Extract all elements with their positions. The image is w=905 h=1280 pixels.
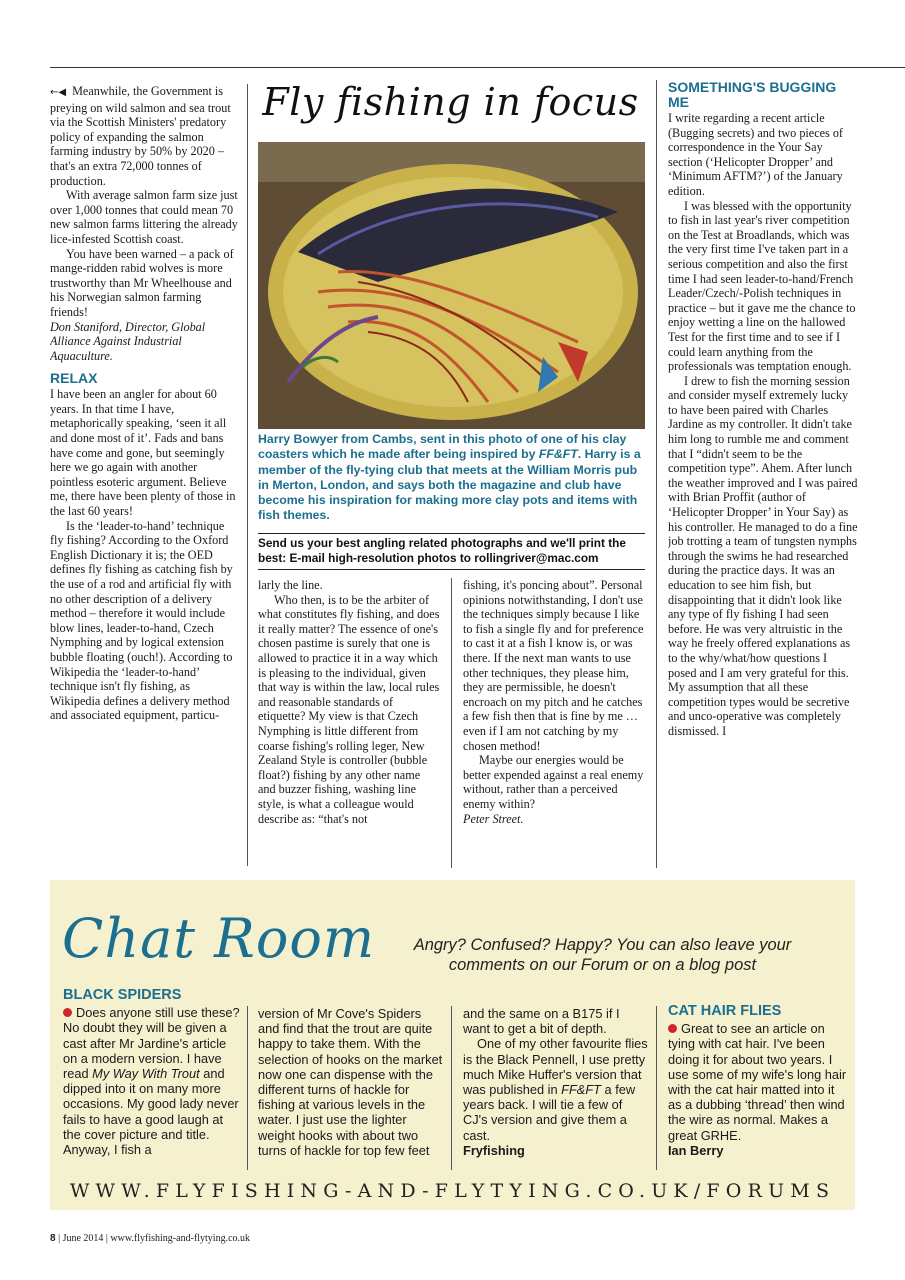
column-divider [656, 80, 657, 868]
government-paragraph [50, 84, 238, 188]
bullet-icon [668, 1024, 677, 1033]
photo-submission-note: Send us your best angling related photographs and we'll print the best: E-mail high-resolution photos to rollingriver@mac.com [258, 533, 645, 570]
bs-text-2: and dipped into it on many more occasions. My good lady never fails to have a good laugh at the cover picture and title. Anyway, I fish a [63, 1066, 239, 1158]
caption-text-2: . Harry is a member of the fly-tying club that meets at the William Morris pub in Merton, London, and says both the magazine and club have become his inspiration for making more clay pots and items with fish themes. [258, 447, 641, 523]
middle-letter-column [258, 578, 440, 868]
magazine-name: FF&FT [561, 1082, 601, 1098]
black-spiders-paragraph [63, 1005, 241, 1157]
letter-signature: Peter Street. [463, 811, 524, 826]
right-paragraph-1: I write regarding a recent article (Bugging secrets) and two pieces of correspondence in the Your Say section (‘Helicopter Dropper’ and ‘Minimum AFTM?’) of the January edition. [668, 111, 843, 198]
bs-col3-paragraph-2 [463, 1036, 648, 1142]
bs3-text: One of my other favourite flies is the Black Pennell, I use pretty much Mike Huffer's version that was published in [463, 1036, 648, 1098]
bs-col3-paragraph-1: and the same on a B175 if I want to get a bit of depth. [463, 1006, 620, 1037]
right-paragraph-3: I drew to fish the morning session and consider myself extremely lucky to have been paired with Charles Jardine as my controller. It didn't take him long to rumble me and comment that I “didn't seem to be the competition type”. Ahem. After lunch the weather improved and I was paired with Brian Proffit (author of ‘Helicopter Dropper’ in Your Say) as his controller. He managed to do a fine job trotting a team of tungsten nymphs through the swims he had researched during the practice days. It was an education to see him fish, but disappointing that it didn't look like any type of fly fishing I had seen before. He was very altruistic in the way he freely offered explanations as to the why/what/how questions I posed and I am very grateful for this. My assumption that all these competition types would be secretive and unco-operative was completely dismissed. I [668, 373, 858, 738]
continued-arrow-icon: ←◀ [50, 87, 67, 98]
cat-signature: Ian Berry [668, 1142, 724, 1158]
right-letter-column [668, 80, 858, 870]
clay-coaster-photo [258, 142, 645, 429]
cat-hair-column [668, 1004, 848, 1158]
chat-room-title: Chat Room [62, 907, 376, 970]
black-spiders-column-3 [463, 1006, 648, 1158]
paragraph-text: Meanwhile, the Government is preying on wild salmon and sea trout via the Scottish Ministers' predatory policy of expanding the salmon farming industry by 50% by 2020 – that's an extra 72,000 tonnes of production. [50, 84, 231, 188]
cat-hair-paragraph [668, 1021, 848, 1143]
page-number: 8 [50, 1233, 56, 1244]
column-divider [247, 84, 248, 866]
top-rule [50, 67, 905, 68]
something-bugging-heading: SOMETHING'S BUGGING ME [668, 80, 837, 110]
black-spiders-column-1 [63, 988, 241, 1157]
caption-text: Harry Bowyer from Cambs, sent in this photo of one of his clay coasters which he made after being inspired by [258, 432, 627, 462]
middle-paragraph-2: Who then, is to be the arbiter of what constitutes fly fishing, and does it really matter? The essence of one's chosen pastime is surely that one is allowed to practice it in a way which is pleasing to the individual, given that way is within the law, local rules and reasonable standards of etiquette? My view is that Czech Nymphing is little different from coarse fishing's rolling leger, New Zealand Style is controller (bubble float?) fishing by any other name and buzzer fishing, washing line style, is what a colleague would describe as: “that's not [258, 592, 440, 826]
feature-title: Fly fishing in focus [262, 80, 639, 124]
relax-paragraph-2: Is the ‘leader-to-hand’ technique fly fishing? According to the Oxford English Dictionary it is; the OED defines fly fishing as catching fish by the use of a rod and artificial fly with no other description of a delivery method – therefore it would include blow lines, leader-to-hand, Czech Nymphing and by logical extension bubble floating (ouch!). According to Wikipedia the ‘leader-to-hand’ technique isn't fly fishing, as Wikipedia defines a delivery method and associated equipment, particu- [50, 518, 233, 723]
relax-heading: RELAX [50, 370, 98, 387]
chat-room-subtitle: Angry? Confused? Happy? You can also leave your comments on our Forum or on a blog post [413, 936, 792, 974]
caption-magazine: FF&FT [538, 447, 578, 462]
cat-text: Great to see an article on tying with cat hair. I've been doing it for about two years. I use some of my wife's long hair with the cat hair matted into it as a dubbing ‘thread’ then wind the wire as normal. Makes a great GRHE. [668, 1021, 847, 1143]
right-paragraph-2: I was blessed with the opportunity to fish in last year's river competition on the Test at Broadlands, which was the very first time I've taken part in a serious competition and also the first time I had seen leader-to-hand/French Leader/Czech/-Polish techniques in practice – but it gave me the chance to enjoy wetting a line on the hallowed Test for the first time and to see if I could learn anything from the professionals was temptation enough. [668, 198, 856, 374]
third-paragraph-2: Maybe our energies would be better expended against a real enemy without, rather than a perceived enemy within? [463, 753, 644, 811]
salmon-farm-paragraph: With average salmon farm size just over 1,000 tonnes that could mean 70 new salmon farms littering the already lice-infested Scottish coast. [50, 188, 238, 246]
photo-caption [258, 432, 645, 524]
footer-text: | June 2014 | www.flyfishing-and-flytying.co.uk [55, 1233, 251, 1244]
column-divider [451, 1006, 452, 1170]
column-divider [451, 578, 452, 868]
letter-signature: Don Staniford, Director, Global Alliance Against Industrial Aquaculture. [50, 319, 206, 363]
relax-paragraph-1: I have been an angler for about 60 years. In that time I have, metaphorically speaking, ‘seen it all and done most of it’. Fads and bans have come and gone, but seemingly here we go again with another pointless esoteric argument. Believe me, there have been plenty of those in the last 60 years! [50, 387, 236, 519]
clay-coaster-illustration [258, 142, 645, 429]
cat-hair-heading: CAT HAIR FLIES [668, 1003, 782, 1019]
forum-url[interactable]: WWW.FLYFISHING-AND-FLYTYING.CO.UK/FORUMS [69, 1180, 836, 1202]
bs-signature: Fryfishing [463, 1142, 525, 1158]
column-divider [656, 1006, 657, 1170]
book-title: My Way With Trout [92, 1066, 200, 1082]
middle-paragraph-1: larly the line. [258, 578, 323, 592]
third-paragraph-1: fishing, it's poncing about”. Personal opinions notwithstanding, I don't use the techniques simply because I like to fish a single fly and for preference to cast it at a fish I know is, or was there. If the next man wants to use other techniques, they please him, they are permissible, he doesn't encroach on my pitch and he catches a few fish then that is fine by me … even if I am not catching by my chosen method! [463, 578, 644, 753]
bs-text: Does anyone still use these? No doubt they will be given a cast after Mr Jardine's article on a modern version. I have read [63, 1005, 240, 1082]
bullet-icon [63, 1008, 72, 1017]
warning-paragraph: You have been warned – a pack of mange-ridden rabid wolves is more trustworthy than Mr Wheelhouse and his Norwegian salmon farming friends! [50, 246, 234, 319]
column-divider [247, 1006, 248, 1170]
black-spiders-column-2 [258, 1006, 443, 1158]
third-letter-column [463, 578, 645, 868]
black-spiders-continued: version of Mr Cove's Spiders and find that the trout are quite happy to take them. With the selection of hooks on the market now one can dispense with the different turns of hackle for fishing at various levels in the water. I just use the lighter weight hooks with about two turns of hackle for top few feet [258, 1006, 443, 1158]
black-spiders-heading: BLACK SPIDERS [63, 987, 182, 1003]
page-footer [50, 1233, 250, 1244]
bs3-text-2: a few years back. I will tie a few of CJ's version and give them a cast. [463, 1082, 636, 1143]
left-letters-column [50, 84, 238, 866]
